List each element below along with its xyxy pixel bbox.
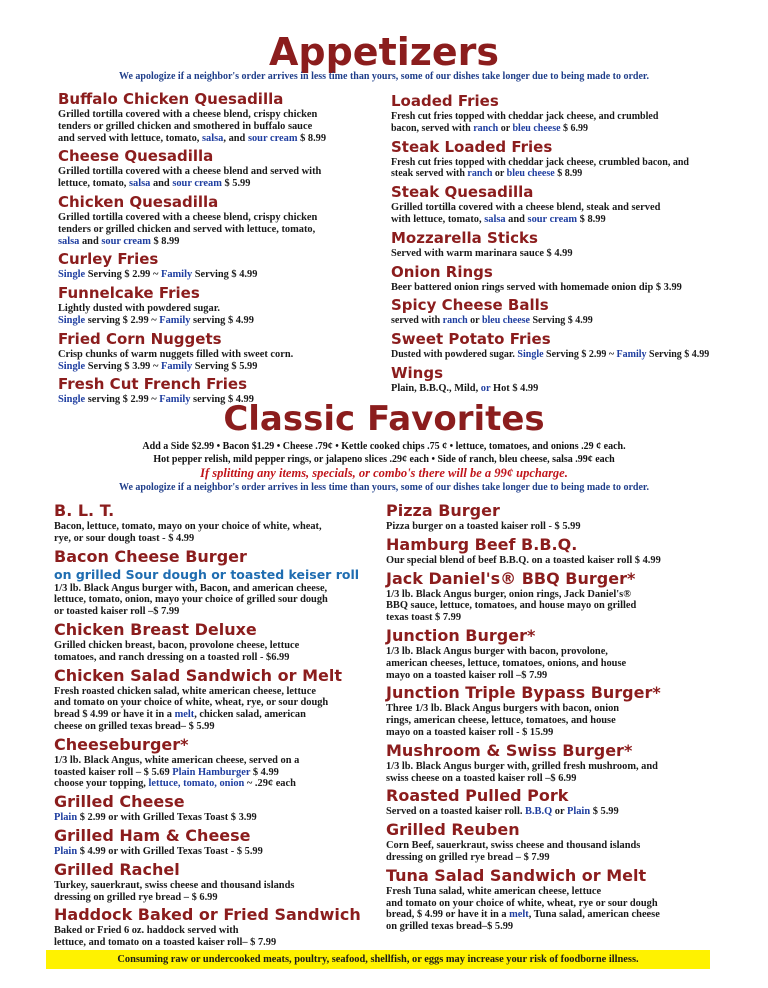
item-description: Single Serving $ 2.99 ~ Family Serving $ 4.99 [58,269,258,281]
item-description: served with ranch or bleu cheese Serving $ 4.99 [391,315,593,327]
item-name: Curley Fries [58,250,159,269]
menu-item [54,735,384,790]
item-description: Crisp chunks of warm nuggets filled with sweet corn. Single Serving $ 3.99 ~ Family Serving $ 5.99 [58,348,294,372]
menu-item [386,535,736,567]
item-name: Loaded Fries [391,92,499,110]
item-description: Served with warm marinara sauce $ 4.99 [391,247,573,259]
item-name: Haddock Baked or Fried Sandwich [54,905,361,925]
item-description: Turkey, sauerkraut, swiss cheese and thousand islands dressing on grilled rye bread – $ 6.99 [54,879,295,903]
item-description: 1/3 lb. Black Angus burger with bacon, provolone, american cheeses, lettuce, tomatoes, onions, and house mayo on a toasted kaiser roll –$ 7.99 [386,645,627,681]
menu-item [386,501,736,533]
item-description: Dusted with powdered sugar. Single Serving $ 2.99 ~ Family Serving $ 4.99 [391,349,710,361]
item-name: Grilled Ham & Cheese [54,825,251,845]
menu-item [54,860,384,904]
item-description: Bacon, lettuce, tomato, mayo on your choice of white, wheat, rye, or sour dough toast - $ 4.99 [54,521,322,544]
item-name: Grilled Cheese [54,792,185,812]
classics-split-note: If splitting any items, specials, or combo's there will be a 99¢ upcharge. [200,466,568,480]
item-name: Tuna Salad Sandwich or Melt [386,865,647,885]
item-description: Baked or Fried 6 oz. haddock served with lettuce, and tomato on a toasted kaiser roll– $ 7.99 [54,925,277,949]
item-name: B. L. T. [54,501,115,520]
classics-right-column [386,501,736,935]
menu-item [54,905,384,949]
item-description: Single serving $ 2.99 ~ Family serving $ 4.99 [58,394,254,406]
item-description: Fresh cut fries topped with cheddar jack cheese, and crumbled bacon, served with ranch or bleu cheese $ 6.99 [391,111,659,134]
classics-title: Classic Favorites [223,399,545,439]
menu-item [58,193,378,247]
item-name: Onion Rings [391,262,493,281]
item-name: Spicy Cheese Balls [391,296,549,315]
item-description: Our special blend of beef B.B.Q. on a toasted kaiser roll $ 4.99 [386,554,661,566]
menu-item [391,229,741,260]
classics-addons-line1: Add a Side $2.99 • Bacon $1.29 • Cheese .79¢ • Kettle cooked chips .75 ¢ • lettuce, tomatoes, and onions .29 ¢ each. [142,441,626,452]
menu-item [386,786,736,818]
item-name: Jack Daniel's® BBQ Burger* [386,568,636,588]
item-description: 1/3 lb. Black Angus burger with, grilled fresh mushroom, and swiss cheese on a toasted kaiser roll –$ 6.99 [386,760,658,784]
menu-item [391,183,741,226]
menu-item [54,620,384,664]
item-description: Grilled tortilla covered with a cheese blend, steak and served with lettuce, tomato, salsa and sour cream $ 8.99 [391,202,661,225]
menu-item [386,683,736,738]
appetizers-right-column [391,92,741,398]
classics-addons-line2: Hot pepper relish, mild pepper rings, or jalapeno slices .29¢ each • Side of ranch, bleu cheese, salsa .99¢ each [153,454,615,465]
item-name: Sweet Potato Fries [391,330,551,349]
menu-item [386,820,736,864]
item-subtitle: on grilled Sour dough or toasted keiser roll [54,566,360,582]
item-name: Roasted Pulled Pork [386,786,569,806]
item-description: Beer battered onion rings served with homemade onion dip $ 3.99 [391,281,682,293]
menu-item [386,626,736,681]
menu-item [58,147,378,190]
menu-item [54,666,384,733]
menu-item [54,826,384,858]
appetizers-apology: We apologize if a neighbor's order arrives in less time than yours, some of our dishes take longer due to being made to order. [119,71,649,82]
item-name: Bacon Cheese Burger [54,546,247,566]
menu-item [386,569,736,624]
item-description: Plain $ 2.99 or with Grilled Texas Toast $ 3.99 [54,812,257,824]
appetizers-left-column [58,90,378,409]
item-name: Mushroom & Swiss Burger* [386,740,633,760]
item-name: Junction Burger* [386,625,536,645]
item-description: 1/3 lb. Black Angus burger with, Bacon, and american cheese, lettuce, tomato, onion, mayo your choice of grilled sour dough or toasted kaiser roll –$ 7.99 [54,582,328,618]
item-description: 1/3 lb. Black Angus burger, onion rings, Jack Daniel's® BBQ sauce, lettuce, tomatoes, and house mayo on grilled texas toast $ 7.99 [386,588,637,624]
item-name: Fried Corn Nuggets [58,329,222,348]
menu-item [54,501,384,545]
item-description: Plain, B.B.Q., Mild, or Hot $ 4.99 [391,382,539,394]
menu-item [386,741,736,785]
menu-item [58,250,378,281]
item-description: Grilled tortilla covered with a cheese blend, crispy chicken tenders or grilled chicken and served with lettuce, tomato, salsa and sour cream $ 8.99 [58,211,318,247]
menu-item [391,92,741,135]
menu-item [391,330,741,361]
item-name: Junction Triple Bypass Burger* [386,683,661,703]
appetizers-title: Appetizers [268,30,500,74]
item-description: Corn Beef, sauerkraut, swiss cheese and thousand islands dressing on grilled rye bread – $ 7.99 [386,840,641,863]
item-name: Fresh Cut French Fries [58,375,248,394]
item-description: Pizza burger on a toasted kaiser roll - $ 5.99 [386,521,581,532]
item-name: Chicken Quesadilla [58,192,219,211]
item-name: Buffalo Chicken Quesadilla [58,90,284,108]
item-description: Grilled tortilla covered with a cheese blend and served with lettuce, tomato, salsa and sour cream $ 5.99 [58,166,322,190]
classics-left-column [54,501,384,951]
menu-item [391,364,741,395]
menu-item [54,792,384,824]
menu-item [391,263,741,294]
item-name: Cheeseburger* [54,734,189,754]
item-description: Grilled chicken breast, bacon, provolone cheese, lettuce tomatoes, and ranch dressing on a toasted roll - $6.99 [54,639,300,663]
item-name: Chicken Breast Deluxe [54,619,257,639]
menu-item [58,284,378,327]
item-description: Lightly dusted with powdered sugar. Single serving $ 2.99 ~ Family serving $ 4.99 [58,303,254,326]
item-name: Chicken Salad Sandwich or Melt [54,665,342,685]
item-name: Wings [391,363,444,382]
item-name: Funnelcake Fries [58,284,200,303]
item-description: Fresh Tuna salad, white american cheese, lettuce and tomato on your choice of white, wheat, rye or sour dough bread, $ 4.99 or have it in a melt, Tuna salad, american cheese on grilled texas bread–$ 5.99 [386,885,660,933]
item-description: Three 1/3 lb. Black Angus burgers with bacon, onion rings, american cheese, lettuce, tomatoes, and house mayo on a toasted kaiser roll - $ 15.99 [386,703,620,738]
item-description: Grilled tortilla covered with a cheese blend, crispy chicken tenders or grilled chicken and smothered in buffalo sauce and served with lettuce, tomato, salsa, and sour cream $ 8.99 [58,109,327,144]
item-name: Hamburg Beef B.B.Q. [386,534,578,554]
item-description: Fresh roasted chicken salad, white american cheese, lettuce and tomato on your choice of white, wheat, rye, or sour dough bread $ 4.99 or have it in a melt, chicken salad, american cheese on grilled texas bread– $ 5.99 [54,685,329,732]
item-name: Cheese Quesadilla [58,147,214,166]
classics-apology: We apologize if a neighbor's order arrives in less time than yours, some of our dishes take longer due to being made to order. [119,482,649,493]
item-name: Grilled Rachel [54,859,180,879]
item-name: Grilled Reuben [386,820,520,840]
menu-item [54,547,384,618]
item-description: 1/3 lb. Black Angus, white american cheese, served on a toasted kaiser roll – $ 5.69 Plain Hamburger $ 4.99 choose your topping, lettuce, tomato, onion ~ .29¢ each [54,754,300,790]
menu-item [391,138,741,181]
menu-item [386,866,736,933]
item-name: Steak Quesadilla [391,183,534,202]
item-name: Steak Loaded Fries [391,137,553,156]
menu-item [58,330,378,373]
item-name: Mozzarella Sticks [391,228,538,247]
foodborne-warning: Consuming raw or undercooked meats, poultry, seafood, shellfish, or eggs may increase your risk of foodborne illness. [46,950,710,969]
item-description: Fresh cut fries topped with cheddar jack cheese, crumbled bacon, and steak served with ranch or bleu cheese $ 8.99 [391,156,689,180]
item-description: Served on a toasted kaiser roll. B.B.Q or Plain $ 5.99 [386,806,619,818]
item-name: Pizza Burger [386,501,500,520]
item-description: Plain $ 4.99 or with Grilled Texas Toast - $ 5.99 [54,845,263,857]
menu-item [391,296,741,327]
menu-item [58,90,378,144]
